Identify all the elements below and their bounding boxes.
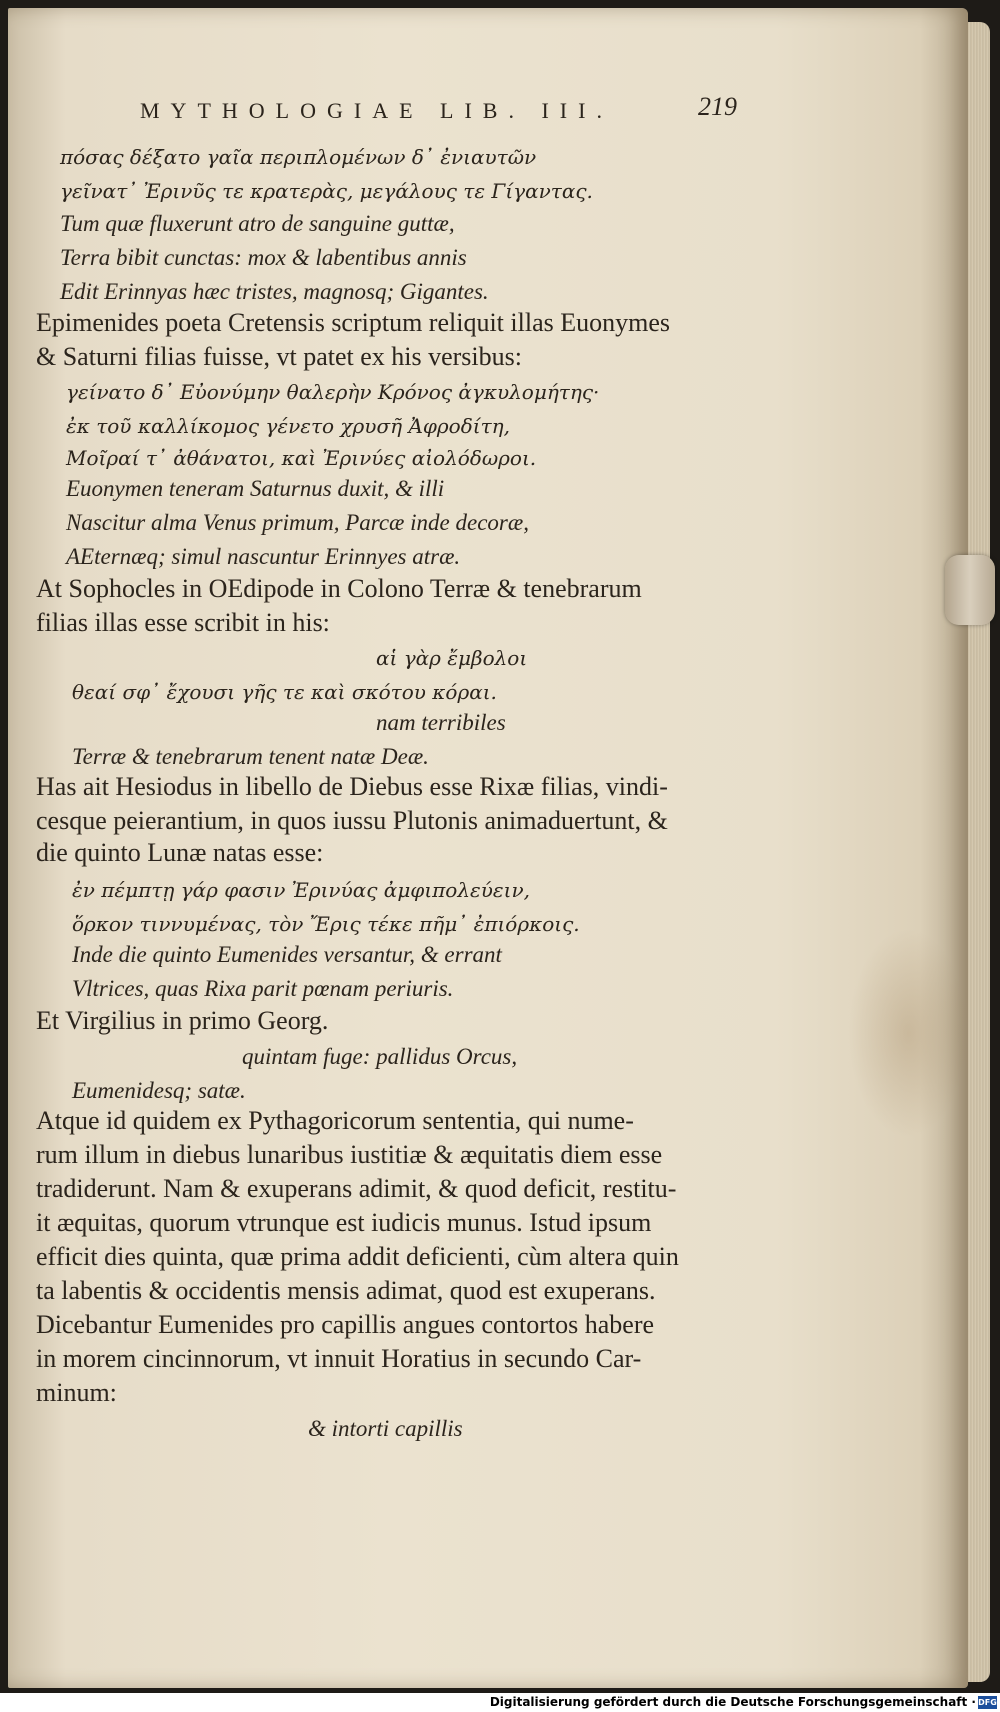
latin-verse-line: quintam fuge: pallidus Orcus, [242,1044,518,1069]
running-title: MYTHOLOGIAE LIB. III. [140,98,613,123]
latin-verse-line: nam terribiles [376,710,506,735]
latin-verse-line: & intorti capillis [308,1416,463,1441]
greek-verse-line: ἐν πέμπτῃ γάρ φασιν Ἐρινύας ἀμφιπολεύειν, [72,878,530,902]
dfg-logo-icon: DFG [978,1698,997,1707]
prose-line: ta labentis & occidentis mensis adimat, quod est exuperans. [36,1276,656,1305]
prose-line: efficit dies quinta, quæ prima addit deficienti, cùm altera quin [36,1242,679,1271]
greek-verse-line: γείνατο δ᾽ Εὐονύμην θαλερὴν Κρόνος ἀγκυλομήτης· [66,380,600,404]
latin-verse-line: Euonymen teneram Saturnus duxit, & illi [66,476,445,501]
greek-verse-line: θεαί σφ᾽ ἔχουσι γῆς τε καὶ σκότου κόραι. [72,680,497,704]
latin-verse-line: AEternæq; simul nascuntur Erinnyes atræ. [66,544,461,569]
prose-line: Et Virgilius in primo Georg. [36,1006,329,1035]
prose-line: minum: [36,1378,117,1407]
book-page [8,8,968,1688]
latin-verse-line: Terra bibit cunctas: mox & labentibus annis [60,245,467,270]
greek-verse-line: αἱ γὰρ ἔμβολοι [376,646,528,670]
page-number: 219 [698,92,737,121]
greek-verse-line: ἐκ τοῦ καλλίκομος γένετο χρυσῆ Ἀφροδίτη, [66,414,510,438]
prose-line: Has ait Hesiodus in libello de Diebus esse Rixæ filias, vindi- [36,772,668,801]
prose-line: Atque id quidem ex Pythagoricorum sententia, qui nume- [36,1106,634,1135]
latin-verse-line: Vltrices, quas Rixa parit pœnam periuris. [72,976,454,1001]
page-clip [945,555,995,625]
prose-line: Dicebantur Eumenides pro capillis angues contortos habere [36,1310,655,1339]
latin-verse-line: Eumenidesq; satæ. [72,1078,246,1103]
prose-line: in morem cincinnorum, vt innuit Horatius in secundo Car- [36,1344,642,1373]
prose-line: cesque peierantium, in quos iussu Plutonis animaduertunt, & [36,806,668,835]
text-block [8,8,968,1688]
prose-line: it æquitas, quorum vtrunque est iudicis munus. Istud ipsum [36,1208,652,1237]
prose-line: & Saturni filias fuisse, vt patet ex his versibus: [36,342,522,371]
prose-line: tradiderunt. Nam & exuperans adimit, & quod deficit, restitu- [36,1174,677,1203]
prose-line: At Sophocles in OEdipode in Colono Terræ & tenebrarum [36,574,642,603]
footer-credit: Digitalisierung gefördert durch die Deutsche Forschungsgemeinschaft · [489,1695,976,1709]
prose-line: Epimenides poeta Cretensis scriptum reliquit illas Euonymes [36,308,670,337]
prose-line: filias illas esse scribit in his: [36,608,330,637]
latin-verse-line: Edit Erinnyas hæc tristes, magnosq; Gigantes. [60,279,489,304]
latin-verse-line: Nascitur alma Venus primum, Parcæ inde decoræ, [66,510,529,535]
greek-verse-line: πόσας δέξατο γαῖα περιπλομένων δ᾽ ἐνιαυτῶν [60,145,537,169]
latin-verse-line: Inde die quinto Eumenides versantur, & errant [72,942,502,967]
latin-verse-line: Terræ & tenebrarum tenent natæ Deæ. [72,744,429,769]
latin-verse-line: Tum quæ fluxerunt atro de sanguine guttæ, [60,211,455,236]
greek-verse-line: Μοῖραί τ᾽ ἀθάνατοι, καὶ Ἐρινύες αἰολόδωροι. [66,446,537,470]
greek-verse-line: γεῖνατ᾽ Ἐρινῦς τε κρατερὰς, μεγάλους τε Γίγαντας. [60,179,593,203]
greek-verse-line: ὅρκον τιννυμένας, τὸν Ἔρις τέκε πῆμ᾽ ἐπιόρκοις. [72,912,580,936]
prose-line: rum illum in diebus lunaribus iustitiæ & æquitatis diem esse [36,1140,663,1169]
prose-line: die quinto Lunæ natas esse: [36,838,324,867]
page-edges [968,22,990,1682]
